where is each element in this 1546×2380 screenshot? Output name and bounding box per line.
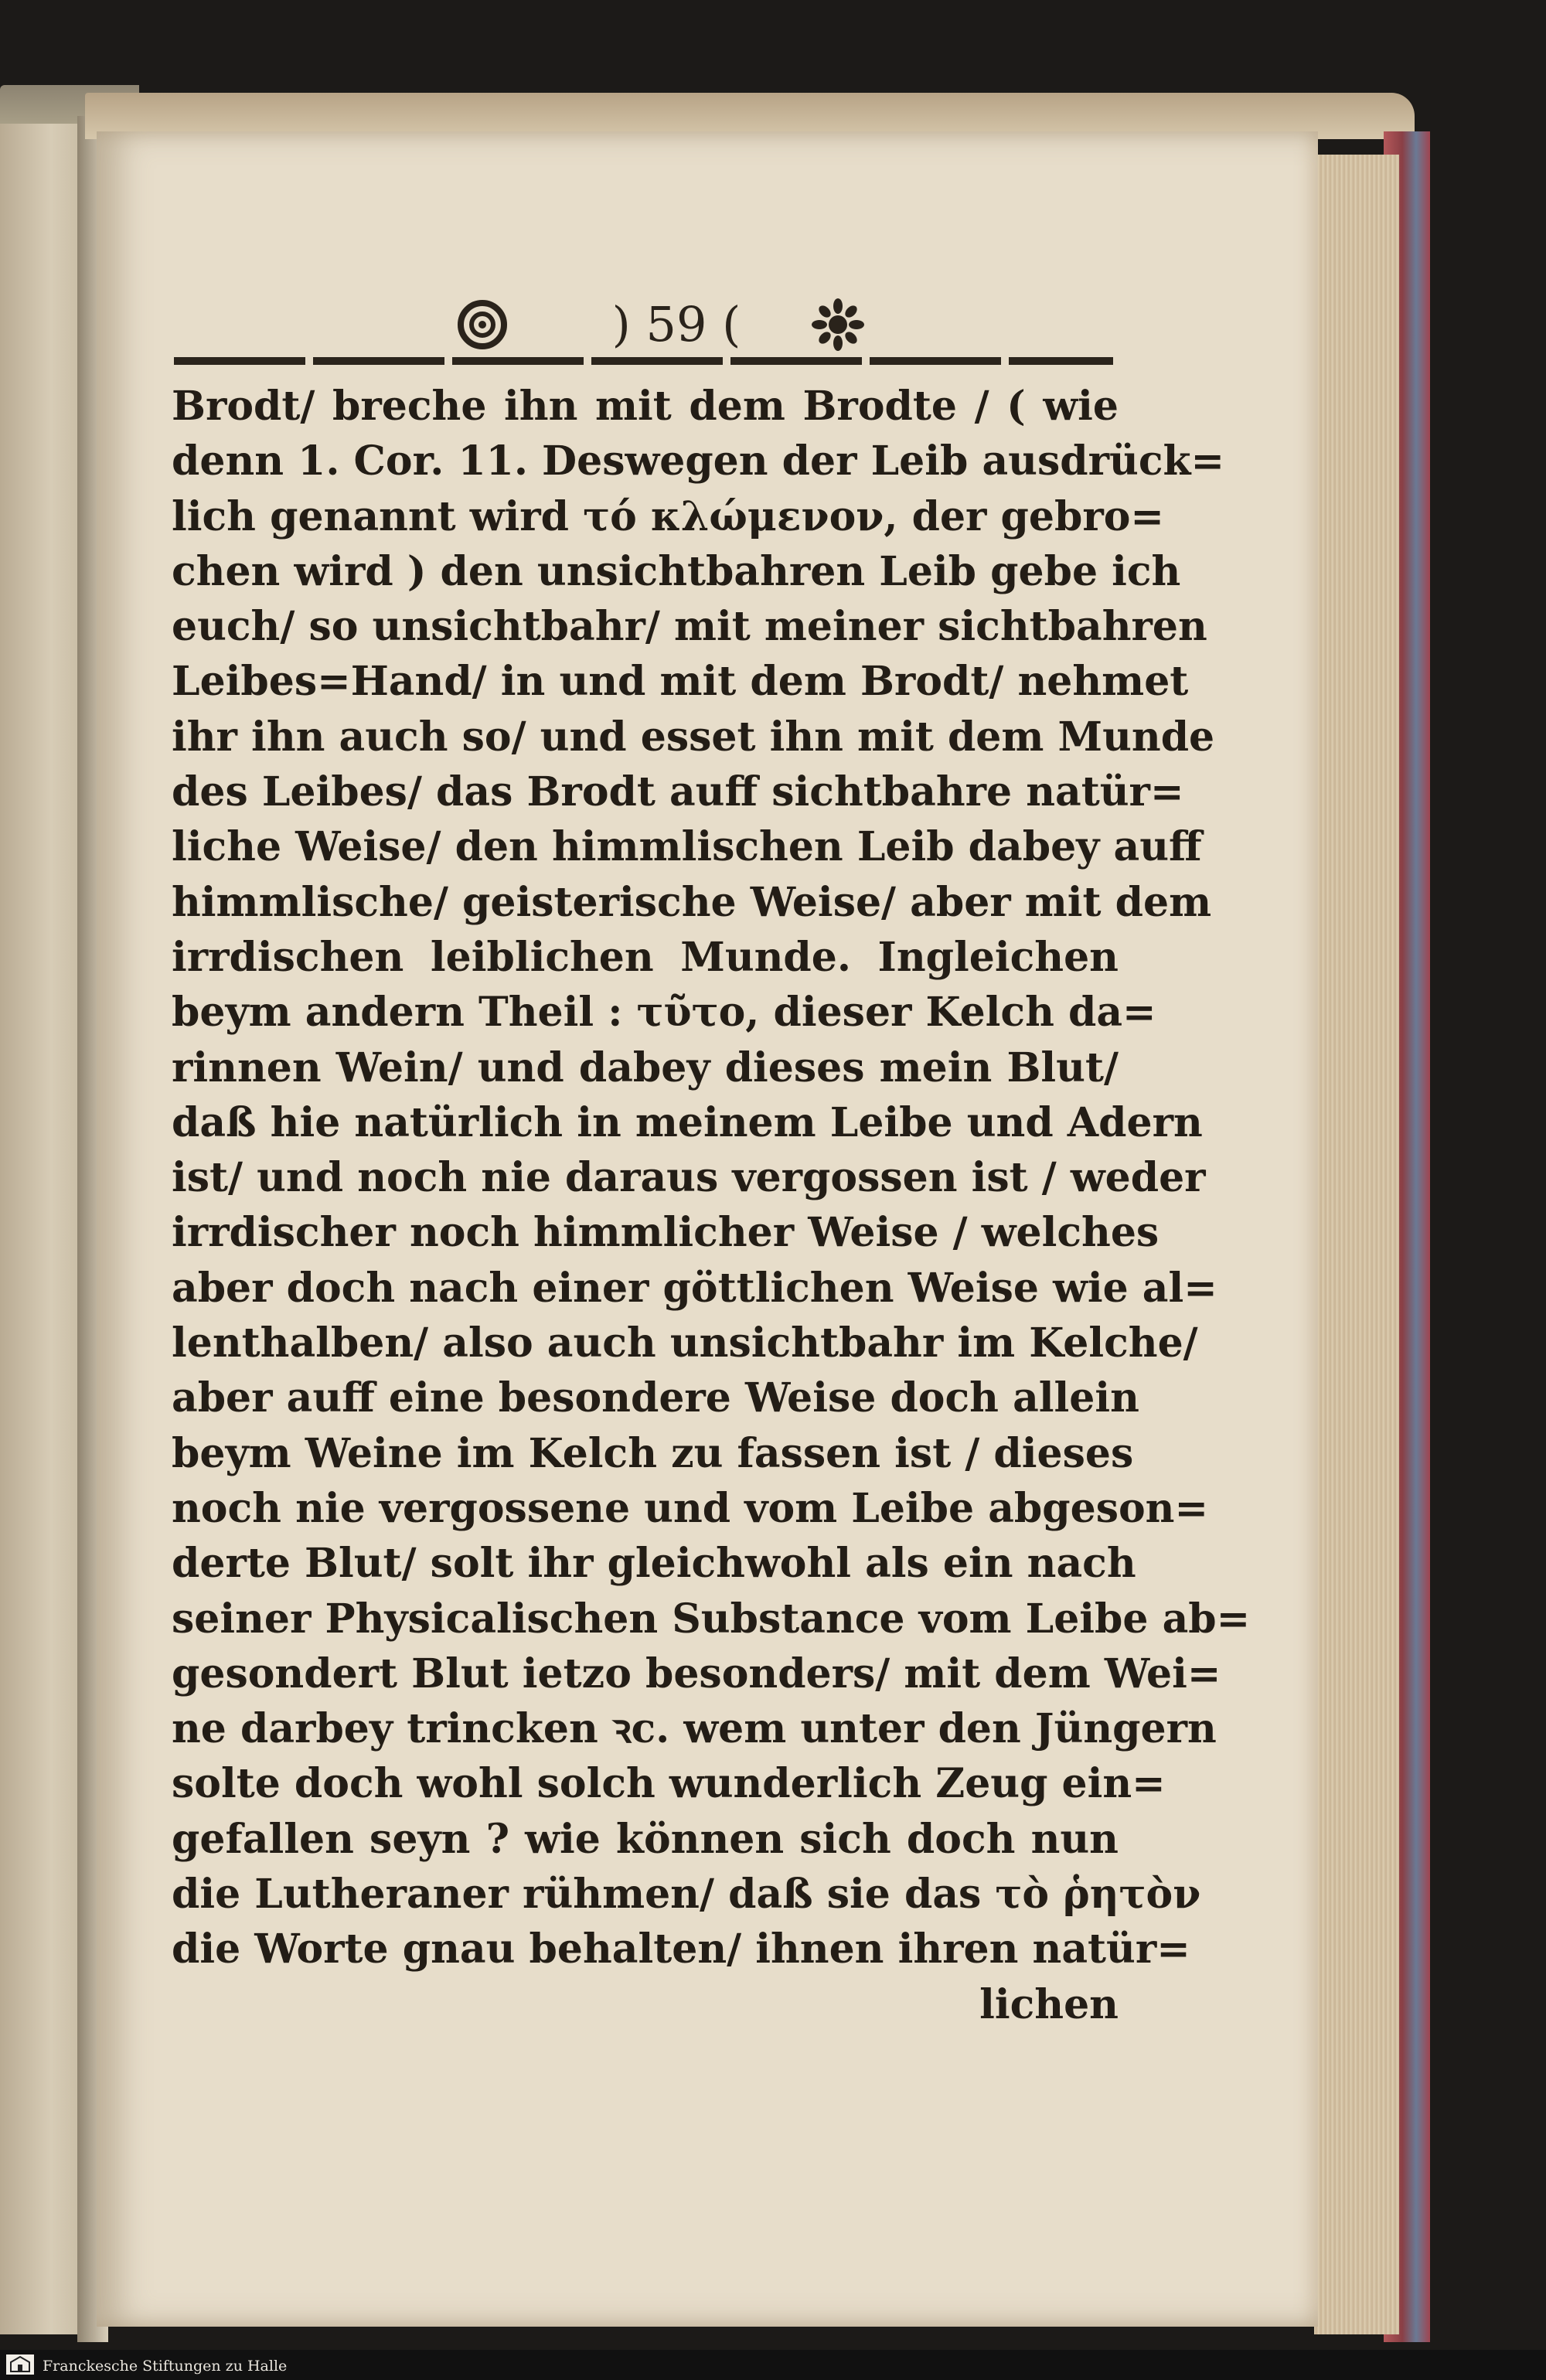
text-line: ne darbey trincken ꝛc. wem unter den Jüngern	[172, 1705, 1217, 1753]
text-line: aber doch nach einer göttlichen Weise wie al=	[172, 1264, 1217, 1312]
text-line: liche Weise/ den himmlischen Leib dabey auff	[172, 823, 1202, 871]
text-line: chen wird ) den unsichtbahren Leib gebe ich	[172, 547, 1181, 595]
text-line: noch nie vergossene und vom Leibe abgeson=	[172, 1484, 1209, 1532]
text-line: irrdischer noch himmlicher Weise / welches	[172, 1209, 1160, 1257]
text-line: derte Blut/ solt ihr gleichwohl als ein nach	[172, 1540, 1136, 1588]
text-line: die Lutheraner rühmen/ daß sie das τὸ ῥητὸν	[172, 1871, 1201, 1919]
text-line: irrdischen leiblichen Munde. Ingleichen	[172, 933, 1119, 981]
catchword: lichen	[979, 1980, 1119, 2028]
institution-logo-icon	[5, 2353, 36, 2376]
text-line: euch/ so unsichtbahr/ mit meiner sichtbahren	[172, 603, 1207, 651]
text-line: gefallen seyn ? wie können sich doch nun	[172, 1815, 1119, 1863]
text-line: beym andern Theil : τῦτο, dieser Kelch da=	[172, 989, 1156, 1037]
text-line: lenthalben/ also auch unsichtbahr im Kelche/	[172, 1319, 1198, 1367]
text-line: Brodt/ breche ihn mit dem Brodte / ( wie	[172, 383, 1119, 430]
text-line: gesondert Blut ietzo besonders/ mit dem Wei=	[172, 1650, 1221, 1697]
page-number: ) 59 (	[611, 296, 741, 352]
left-page	[0, 124, 85, 2334]
header-rule	[174, 357, 1113, 365]
text-line: des Leibes/ das Brodt auff sichtbahre natür=	[172, 768, 1184, 816]
text-line: aber auff eine besondere Weise doch allein	[172, 1374, 1139, 1422]
text-line: lich genannt wird τό κλώμενον, der gebro=	[172, 492, 1164, 540]
text-line: denn 1. Cor. 11. Deswegen der Leib ausdrück=	[172, 438, 1225, 485]
text-line: himmlische/ geisterische Weise/ aber mit dem	[172, 878, 1212, 926]
text-line: ihr ihn auch so/ und esset ihn mit dem Munde	[172, 713, 1215, 761]
text-line: seiner Physicalischen Substance vom Leibe ab=	[172, 1595, 1251, 1643]
text-line: daß hie natürlich in meinem Leibe und Adern	[172, 1098, 1203, 1146]
footer-credit: Franckesche Stiftungen zu Halle	[43, 2358, 288, 2375]
ornament-right-icon	[812, 298, 864, 351]
text-line: ist/ und noch nie daraus vergossen ist / weder	[172, 1154, 1206, 1202]
text-line: solte doch wohl solch wunderlich Zeug ein=	[172, 1760, 1166, 1808]
page-header	[174, 294, 1117, 363]
page-edges	[1314, 155, 1399, 2334]
body-text	[172, 379, 1251, 2032]
ornament-left-icon	[456, 298, 509, 351]
text-line: Leibes=Hand/ in und mit dem Brodt/ nehmet	[172, 658, 1189, 706]
text-line: rinnen Wein/ und dabey dieses mein Blut/	[172, 1044, 1119, 1091]
text-line: beym Weine im Kelch zu fassen ist / dieses	[172, 1429, 1134, 1477]
text-line: die Worte gnau behalten/ ihnen ihren natür=	[172, 1925, 1190, 1973]
